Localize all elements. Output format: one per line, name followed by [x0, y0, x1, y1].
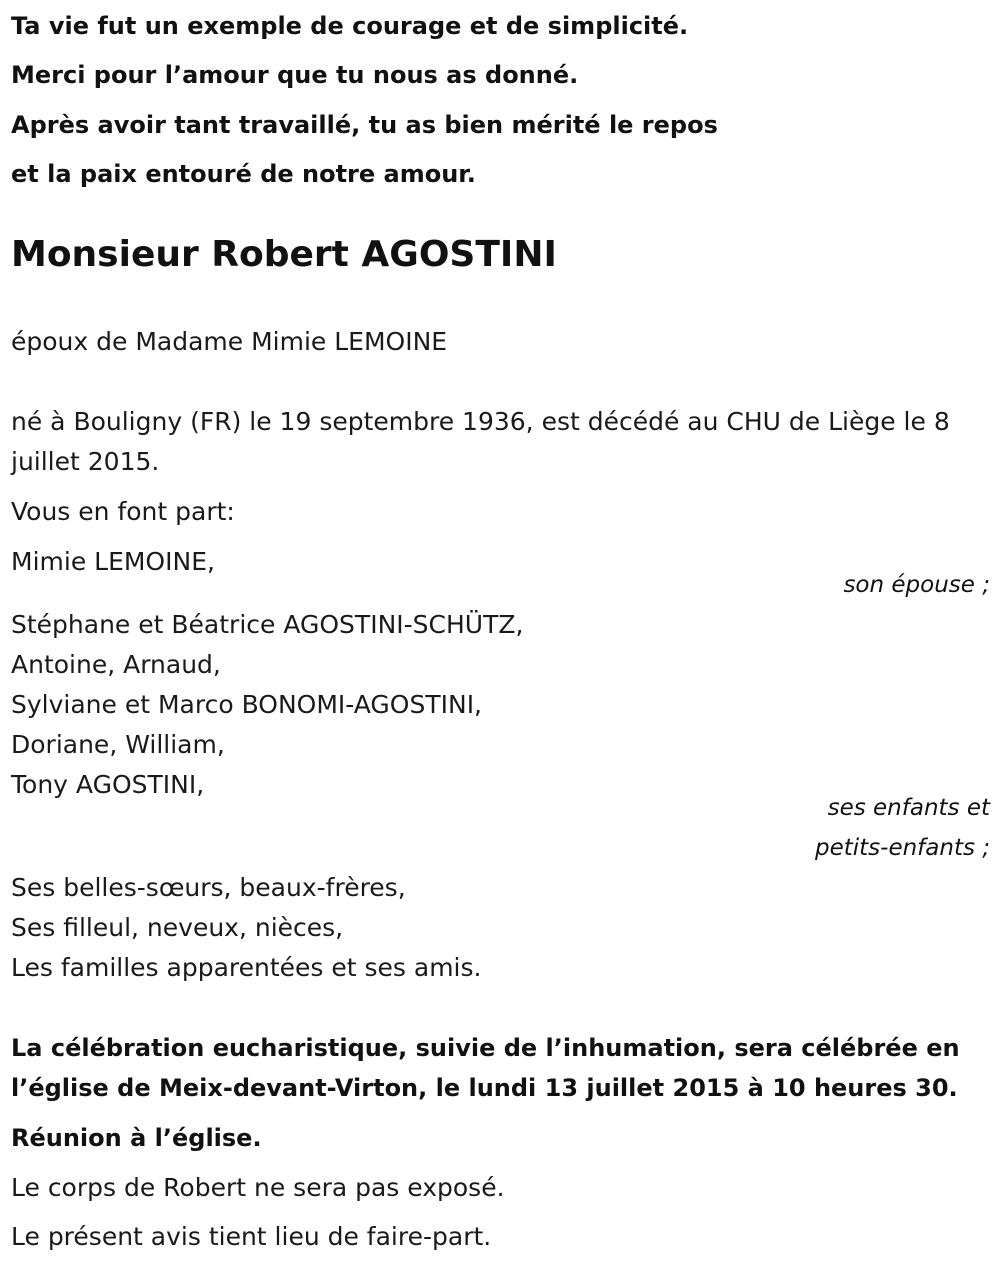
family-spouse-name: Mimie LEMOINE,	[11, 547, 215, 576]
note-line-2: Le présent avis tient lieu de faire-part.	[11, 1222, 492, 1251]
family-spouse-role: son épouse ;	[843, 572, 990, 598]
family-children-role-2: petits-enfants ;	[814, 835, 990, 861]
birth-death-line-2: juillet 2015.	[11, 447, 160, 476]
intro-line-4: et la paix entouré de notre amour.	[11, 160, 476, 188]
announce-line: Vous en font part:	[11, 497, 235, 526]
intro-line-3: Après avoir tant travaillé, tu as bien mérité le repos	[11, 111, 718, 139]
note-line-1: Le corps de Robert ne sera pas exposé.	[11, 1173, 505, 1202]
family-child-line: Sylviane et Marco BONOMI-AGOSTINI,	[11, 690, 483, 719]
family-other-line: Ses filleul, neveux, nièces,	[11, 913, 344, 942]
ceremony-line-1: La célébration eucharistique, suivie de l’inhumation, sera célébrée en	[11, 1034, 960, 1062]
intro-line-1: Ta vie fut un exemple de courage et de simplicité.	[11, 12, 689, 40]
deceased-name: Monsieur Robert AGOSTINI	[11, 234, 557, 275]
family-child-line: Antoine, Arnaud,	[11, 650, 221, 679]
birth-death-line-1: né à Bouligny (FR) le 19 septembre 1936, est décédé au CHU de Liège le 8	[11, 407, 950, 436]
family-child-line: Tony AGOSTINI,	[11, 770, 205, 799]
family-child-line: Stéphane et Béatrice AGOSTINI-SCHÜTZ,	[11, 610, 524, 639]
family-other-line: Les familles apparentées et ses amis.	[11, 953, 482, 982]
ceremony-meeting: Réunion à l’église.	[11, 1124, 262, 1152]
family-child-line: Doriane, William,	[11, 730, 225, 759]
ceremony-line-2: l’église de Meix-devant-Virton, le lundi 13 juillet 2015 à 10 heures 30.	[11, 1074, 958, 1102]
spouse-line: époux de Madame Mimie LEMOINE	[11, 327, 448, 356]
family-other-line: Ses belles-sœurs, beaux-frères,	[11, 873, 406, 902]
intro-line-2: Merci pour l’amour que tu nous as donné.	[11, 61, 579, 89]
family-children-role-1: ses enfants et	[827, 795, 990, 821]
